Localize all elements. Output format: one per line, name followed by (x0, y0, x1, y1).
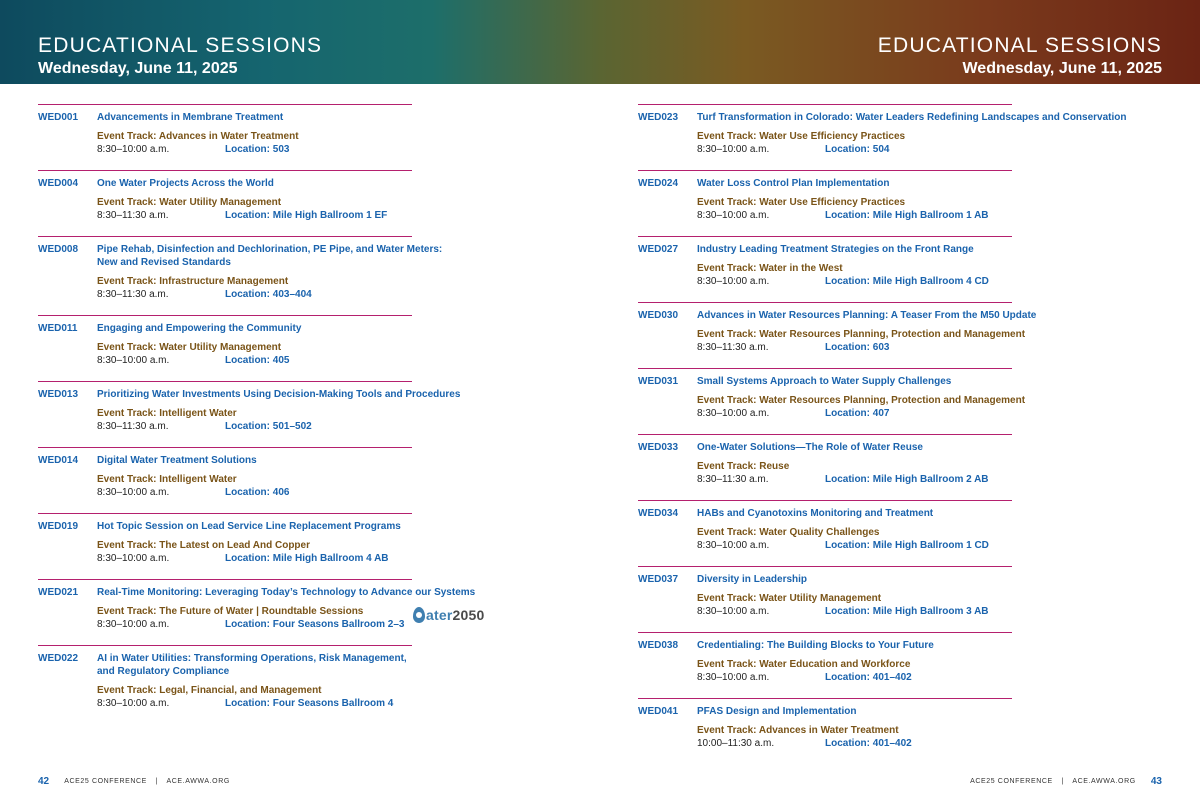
session-title (697, 177, 1077, 190)
session-location: Location: 401–402 (825, 672, 912, 683)
session-title (97, 177, 477, 190)
session-title (697, 573, 1077, 586)
session-title (697, 639, 1077, 652)
session-location: Location: Four Seasons Ballroom 4 (225, 698, 394, 709)
session-time: 8:30–10:00 a.m. (697, 144, 770, 155)
session-location: Location: 603 (825, 342, 890, 353)
session-divider (638, 236, 1012, 237)
session-divider (638, 632, 1012, 633)
event-track: Event Track: Water Resources Planning, Protection and Management (697, 395, 1026, 406)
session-divider (38, 104, 412, 105)
session-divider (638, 368, 1012, 369)
session-time: 8:30–11:30 a.m. (97, 289, 169, 300)
session-title-line: Credentialing: The Building Blocks to Your Future (697, 640, 934, 651)
session-title-line: Engaging and Empowering the Community (97, 323, 302, 334)
session-location: Location: Mile High Ballroom 1 AB (825, 210, 989, 221)
session-code: WED011 (38, 323, 78, 334)
event-track: Event Track: Water Utility Management (97, 342, 282, 353)
session-title-line: Prioritizing Water Investments Using Decision-Making Tools and Procedures (97, 389, 461, 400)
session-title-line: Water Loss Control Plan Implementation (697, 178, 890, 189)
session-divider (38, 381, 412, 382)
footer-site-link[interactable]: ACE.AWWA.ORG (1072, 778, 1136, 785)
event-track: Event Track: Water in the West (697, 263, 843, 274)
event-track: Event Track: Infrastructure Management (97, 276, 289, 287)
session-divider (638, 170, 1012, 171)
section-date: Wednesday, June 11, 2025 (38, 60, 238, 77)
session-entry (38, 579, 598, 645)
page-number: 43 (1150, 776, 1162, 787)
event-track: Event Track: The Future of Water | Roundtable Sessions (97, 606, 364, 617)
event-track: Event Track: Water Education and Workforce (697, 659, 911, 670)
session-divider (38, 579, 412, 580)
event-track: Event Track: Legal, Financial, and Management (97, 685, 322, 696)
header-banner (0, 0, 1200, 84)
session-location: Location: Mile High Ballroom 2 AB (825, 474, 989, 485)
session-code: WED021 (38, 587, 79, 598)
session-code: WED023 (638, 112, 679, 123)
session-location: Location: 501–502 (225, 421, 312, 432)
right-session-list (638, 104, 1198, 764)
session-title-line: HABs and Cyanotoxins Monitoring and Treatment (697, 508, 934, 519)
footer-conference: ACE25 CONFERENCE (970, 778, 1053, 785)
session-code: WED001 (38, 112, 79, 123)
session-time: 8:30–10:00 a.m. (697, 540, 770, 551)
session-divider (638, 566, 1012, 567)
session-title (97, 586, 477, 599)
session-entry (638, 698, 1198, 764)
session-location: Location: Four Seasons Ballroom 2–3 (225, 619, 405, 630)
section-date: Wednesday, June 11, 2025 (962, 60, 1162, 77)
session-entry (638, 236, 1198, 302)
session-title (697, 375, 1077, 388)
session-time: 8:30–10:00 a.m. (697, 606, 770, 617)
session-title-line: New and Revised Standards (97, 257, 231, 268)
session-time: 8:30–11:30 a.m. (97, 421, 169, 432)
session-title-line: AI in Water Utilities: Transforming Operations, Risk Management, (97, 653, 407, 664)
event-track: Event Track: Intelligent Water (97, 474, 237, 485)
session-divider (38, 315, 412, 316)
left-session-list (38, 104, 598, 724)
session-time: 8:30–10:00 a.m. (97, 619, 170, 630)
session-title-line: Pipe Rehab, Disinfection and Dechlorination, PE Pipe, and Water Meters: (97, 244, 443, 255)
session-divider (38, 645, 412, 646)
banner-left (38, 34, 322, 78)
water-drop-icon (413, 607, 425, 623)
event-track: Event Track: Water Use Efficiency Practices (697, 131, 906, 142)
session-divider (38, 236, 412, 237)
session-time: 8:30–10:00 a.m. (697, 672, 770, 683)
session-location: Location: Mile High Ballroom 4 CD (825, 276, 989, 287)
session-code: WED022 (38, 653, 79, 664)
session-entry (638, 302, 1198, 368)
session-location: Location: Mile High Ballroom 1 CD (825, 540, 989, 551)
session-title (97, 520, 477, 533)
event-track: Event Track: Reuse (697, 461, 790, 472)
session-location: Location: 407 (825, 408, 890, 419)
water2050-logo (413, 603, 497, 627)
session-time: 8:30–11:30 a.m. (697, 474, 769, 485)
event-track: Event Track: Intelligent Water (97, 408, 237, 419)
session-entry (638, 434, 1198, 500)
session-title-line: Small Systems Approach to Water Supply Challenges (697, 376, 952, 387)
session-code: WED024 (638, 178, 679, 189)
session-time: 8:30–10:00 a.m. (97, 144, 170, 155)
session-time: 8:30–11:30 a.m. (97, 210, 169, 221)
session-title-line: Digital Water Treatment Solutions (97, 455, 257, 466)
session-location: Location: 504 (825, 144, 890, 155)
session-entry (38, 513, 598, 579)
session-title (97, 652, 477, 678)
session-entry (38, 315, 598, 381)
event-track: Event Track: Water Utility Management (97, 197, 282, 208)
event-track: Event Track: Water Quality Challenges (697, 527, 880, 538)
session-title (97, 454, 477, 467)
session-code: WED019 (38, 521, 79, 532)
session-divider (38, 513, 412, 514)
session-time: 10:00–11:30 a.m. (697, 738, 775, 749)
session-code: WED030 (638, 310, 679, 321)
session-divider (38, 447, 412, 448)
page-number: 42 (38, 776, 50, 787)
session-entry (38, 447, 598, 513)
session-time: 8:30–10:00 a.m. (697, 408, 770, 419)
session-entry (38, 170, 598, 236)
session-title (97, 243, 477, 269)
session-entry (638, 500, 1198, 566)
session-location: Location: Mile High Ballroom 1 EF (225, 210, 388, 221)
session-code: WED034 (638, 508, 679, 519)
session-title (97, 322, 477, 335)
session-title-line: Advances in Water Resources Planning: A Teaser From the M50 Update (697, 310, 1037, 321)
footer-conference: ACE25 CONFERENCE (64, 778, 147, 785)
session-time: 8:30–10:00 a.m. (97, 553, 170, 564)
session-divider (638, 500, 1012, 501)
logo-wordmark: ater2050 (426, 607, 485, 623)
event-track: Event Track: Water Use Efficiency Practices (697, 197, 906, 208)
session-title-line: Hot Topic Session on Lead Service Line Replacement Programs (97, 521, 401, 532)
footer-right (970, 776, 1162, 787)
session-entry (38, 236, 598, 315)
session-code: WED031 (638, 376, 679, 387)
event-track: Event Track: Advances in Water Treatment (697, 725, 899, 736)
footer-left (38, 776, 230, 787)
session-time: 8:30–10:00 a.m. (97, 487, 170, 498)
session-divider (638, 104, 1012, 105)
session-title (97, 111, 477, 124)
session-code: WED014 (38, 455, 79, 466)
session-location: Location: Mile High Ballroom 4 AB (225, 553, 389, 564)
section-title: EDUCATIONAL SESSIONS (38, 34, 323, 57)
session-location: Location: Mile High Ballroom 3 AB (825, 606, 989, 617)
session-title-line: One-Water Solutions—The Role of Water Reuse (697, 442, 923, 453)
session-title-line: Real-Time Monitoring: Leveraging Today’s Technology to Advance our Systems (97, 587, 476, 598)
session-code: WED004 (38, 178, 79, 189)
session-title (697, 705, 1077, 718)
session-time: 8:30–10:00 a.m. (97, 355, 170, 366)
session-entry (38, 381, 598, 447)
session-time: 8:30–11:30 a.m. (697, 342, 769, 353)
session-location: Location: 406 (225, 487, 290, 498)
session-title (697, 309, 1077, 322)
session-code: WED038 (638, 640, 679, 651)
session-time: 8:30–10:00 a.m. (697, 276, 770, 287)
session-code: WED037 (638, 574, 679, 585)
session-code: WED033 (638, 442, 679, 453)
session-entry (638, 632, 1198, 698)
session-divider (638, 698, 1012, 699)
session-entry (38, 104, 598, 170)
event-track: Event Track: Advances in Water Treatment (97, 131, 299, 142)
footer-separator: | (1061, 778, 1064, 785)
session-title-line: Advancements in Membrane Treatment (97, 112, 284, 123)
session-title-line: and Regulatory Compliance (97, 666, 230, 677)
session-title-line: PFAS Design and Implementation (697, 706, 857, 717)
session-location: Location: 403–404 (225, 289, 312, 300)
session-entry (38, 645, 598, 724)
event-track: Event Track: Water Resources Planning, Protection and Management (697, 329, 1026, 340)
session-time: 8:30–10:00 a.m. (697, 210, 770, 221)
session-entry (638, 104, 1198, 170)
session-title (697, 111, 1127, 124)
session-title (697, 507, 1077, 520)
session-title-line: Diversity in Leadership (697, 574, 808, 585)
session-location: Location: 405 (225, 355, 290, 366)
session-entry (638, 170, 1198, 236)
session-code: WED013 (38, 389, 79, 400)
event-track: Event Track: The Latest on Lead And Copper (97, 540, 310, 551)
session-divider (38, 170, 412, 171)
banner-right (878, 34, 1162, 78)
session-title (697, 243, 1077, 256)
section-title: EDUCATIONAL SESSIONS (877, 34, 1162, 57)
session-title-line: Turf Transformation in Colorado: Water Leaders Redefining Landscapes and Conservation (697, 112, 1127, 123)
session-title (97, 388, 477, 401)
session-divider (638, 302, 1012, 303)
session-entry (638, 566, 1198, 632)
footer-site-link[interactable]: ACE.AWWA.ORG (166, 778, 230, 785)
session-code: WED041 (638, 706, 679, 717)
footer-separator: | (155, 778, 158, 785)
event-track: Event Track: Water Utility Management (697, 593, 882, 604)
session-title-line: One Water Projects Across the World (97, 178, 274, 189)
session-title-line: Industry Leading Treatment Strategies on the Front Range (697, 244, 974, 255)
session-divider (638, 434, 1012, 435)
session-code: WED008 (38, 244, 79, 255)
session-title (697, 441, 1077, 454)
session-location: Location: 401–402 (825, 738, 912, 749)
session-entry (638, 368, 1198, 434)
session-time: 8:30–10:00 a.m. (97, 698, 170, 709)
session-code: WED027 (638, 244, 679, 255)
session-location: Location: 503 (225, 144, 290, 155)
